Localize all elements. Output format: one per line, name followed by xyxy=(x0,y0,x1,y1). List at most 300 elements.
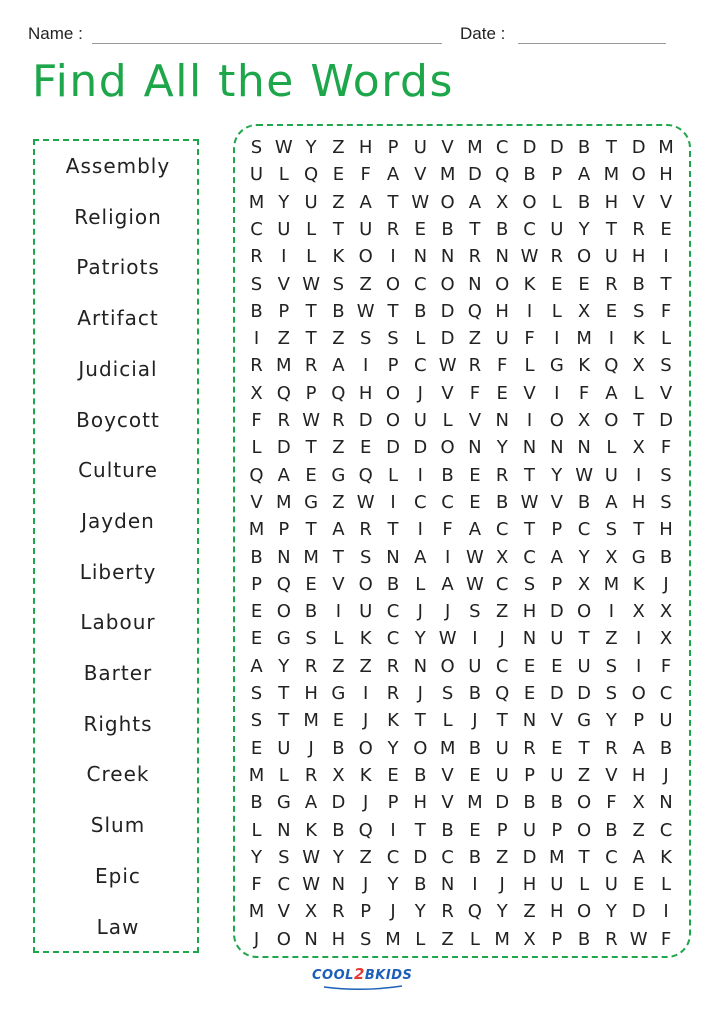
grid-letter[interactable]: O xyxy=(549,410,564,431)
grid-letter[interactable]: Q xyxy=(249,464,264,486)
grid-letter[interactable]: D xyxy=(413,846,428,868)
grid-letter[interactable]: O xyxy=(577,246,592,268)
grid-letter[interactable]: W xyxy=(438,628,457,650)
grid-letter[interactable]: L xyxy=(660,328,672,350)
grid-letter[interactable]: O xyxy=(604,410,619,431)
grid-letter[interactable]: U xyxy=(359,601,373,623)
grid-letter[interactable]: Q xyxy=(331,382,346,404)
grid-letter[interactable]: Q xyxy=(604,355,619,377)
grid-letter[interactable]: S xyxy=(605,519,618,541)
grid-letter[interactable]: P xyxy=(251,573,262,595)
grid-letter[interactable]: V xyxy=(659,191,673,213)
grid-letter[interactable]: D xyxy=(659,410,673,431)
grid-letter[interactable]: F xyxy=(660,300,672,322)
grid-letter[interactable]: T xyxy=(332,546,344,568)
grid-letter[interactable]: S xyxy=(660,491,672,513)
grid-letter[interactable]: T xyxy=(524,519,535,541)
grid-letter[interactable]: F xyxy=(251,410,262,431)
grid-letter[interactable]: F xyxy=(660,928,672,950)
grid-letter[interactable]: M xyxy=(248,901,265,923)
grid-letter[interactable]: M xyxy=(603,573,620,595)
grid-letter[interactable]: P xyxy=(278,300,290,322)
grid-letter[interactable]: H xyxy=(631,491,646,513)
grid-letter[interactable]: N xyxy=(468,437,482,459)
grid-letter[interactable]: H xyxy=(604,191,619,213)
grid-letter[interactable]: P xyxy=(551,928,563,950)
grid-letter[interactable]: E xyxy=(360,437,372,459)
grid-letter[interactable]: S xyxy=(387,328,399,350)
grid-letter[interactable]: Q xyxy=(467,901,482,923)
grid-letter[interactable]: I xyxy=(526,300,533,322)
grid-letter[interactable]: M xyxy=(467,792,483,814)
grid-letter[interactable]: J xyxy=(417,382,423,404)
grid-letter[interactable]: D xyxy=(549,137,564,158)
grid-letter[interactable]: O xyxy=(358,246,373,268)
grid-letter[interactable]: F xyxy=(360,164,371,186)
grid-letter[interactable]: B xyxy=(250,546,263,568)
grid-letter[interactable]: C xyxy=(495,573,509,595)
grid-letter[interactable]: D xyxy=(577,683,592,704)
grid-letter[interactable]: Y xyxy=(578,218,590,240)
grid-letter[interactable]: J xyxy=(417,683,423,704)
grid-letter[interactable]: T xyxy=(387,519,399,541)
grid-letter[interactable]: H xyxy=(331,928,346,950)
grid-letter[interactable]: X xyxy=(523,928,536,950)
grid-letter[interactable]: K xyxy=(332,246,345,268)
grid-letter[interactable]: N xyxy=(413,246,428,268)
grid-letter[interactable]: M xyxy=(276,355,292,377)
grid-letter[interactable]: O xyxy=(413,737,428,759)
grid-letter[interactable]: D xyxy=(413,437,428,459)
grid-letter[interactable]: S xyxy=(250,137,263,158)
grid-letter[interactable]: T xyxy=(496,710,508,732)
grid-letter[interactable]: J xyxy=(663,764,669,786)
grid-letter[interactable]: W xyxy=(520,491,539,513)
grid-letter[interactable]: Z xyxy=(332,655,345,677)
grid-letter[interactable]: J xyxy=(363,874,369,896)
grid-letter[interactable]: S xyxy=(332,273,345,295)
grid-letter[interactable]: E xyxy=(387,764,399,786)
grid-letter[interactable]: Z xyxy=(441,928,454,950)
grid-letter[interactable]: W xyxy=(411,191,430,213)
grid-letter[interactable]: T xyxy=(605,137,617,158)
grid-letter[interactable]: B xyxy=(577,137,591,158)
grid-letter[interactable]: O xyxy=(276,928,291,950)
grid-letter[interactable]: A xyxy=(304,792,318,814)
grid-letter[interactable]: N xyxy=(522,628,537,650)
grid-letter[interactable]: Q xyxy=(495,683,510,704)
grid-letter[interactable]: E xyxy=(414,218,426,240)
grid-letter[interactable]: Z xyxy=(332,437,345,459)
grid-letter[interactable]: L xyxy=(278,764,289,786)
grid-letter[interactable]: S xyxy=(250,710,263,732)
grid-letter[interactable]: Y xyxy=(414,628,426,650)
date-line[interactable] xyxy=(518,43,666,44)
grid-letter[interactable]: I xyxy=(472,628,478,650)
grid-letter[interactable]: S xyxy=(441,683,454,704)
grid-letter[interactable]: K xyxy=(632,328,645,350)
grid-letter[interactable]: W xyxy=(302,846,320,868)
grid-letter[interactable]: R xyxy=(304,355,318,377)
grid-letter[interactable]: V xyxy=(414,164,427,186)
grid-letter[interactable]: I xyxy=(390,491,396,513)
grid-letter[interactable]: Y xyxy=(278,655,290,677)
grid-letter[interactable]: F xyxy=(524,328,535,350)
grid-letter[interactable]: E xyxy=(578,273,590,295)
grid-letter[interactable]: E xyxy=(551,273,563,295)
grid-letter[interactable]: B xyxy=(577,191,591,213)
grid-letter[interactable]: U xyxy=(495,764,509,786)
grid-letter[interactable]: V xyxy=(632,191,645,213)
grid-letter[interactable]: X xyxy=(632,601,645,623)
grid-letter[interactable]: S xyxy=(250,683,263,704)
grid-letter[interactable]: N xyxy=(577,437,591,459)
grid-letter[interactable]: B xyxy=(523,792,536,814)
grid-letter[interactable]: T xyxy=(305,437,317,459)
grid-letter[interactable]: C xyxy=(250,218,263,240)
grid-letter[interactable]: Z xyxy=(332,491,345,513)
grid-letter[interactable]: Y xyxy=(251,846,262,868)
grid-letter[interactable]: A xyxy=(386,164,400,186)
grid-letter[interactable]: A xyxy=(277,464,290,486)
grid-letter[interactable]: V xyxy=(441,792,454,814)
grid-letter[interactable]: M xyxy=(303,710,319,732)
grid-letter[interactable]: K xyxy=(359,628,372,650)
grid-letter[interactable]: V xyxy=(468,410,482,431)
grid-letter[interactable]: E xyxy=(633,874,645,896)
grid-letter[interactable]: A xyxy=(550,546,563,568)
grid-letter[interactable]: V xyxy=(605,764,618,786)
grid-letter[interactable]: O xyxy=(440,437,455,459)
grid-letter[interactable]: C xyxy=(577,519,591,541)
grid-letter[interactable]: U xyxy=(359,218,373,240)
grid-letter[interactable]: X xyxy=(632,437,645,459)
grid-letter[interactable]: B xyxy=(332,737,345,759)
name-line[interactable] xyxy=(92,43,442,44)
grid-letter[interactable]: L xyxy=(387,464,399,486)
grid-letter[interactable]: M xyxy=(303,546,319,568)
grid-letter[interactable]: X xyxy=(632,355,645,377)
grid-letter[interactable]: C xyxy=(386,601,400,623)
grid-letter[interactable]: L xyxy=(469,928,480,950)
grid-letter[interactable]: S xyxy=(469,601,481,623)
grid-letter[interactable]: Z xyxy=(359,273,372,295)
grid-letter[interactable]: L xyxy=(551,191,562,213)
grid-letter[interactable]: P xyxy=(633,710,645,732)
grid-letter[interactable]: I xyxy=(636,655,642,677)
grid-letter[interactable]: P xyxy=(496,819,508,841)
grid-letter[interactable]: C xyxy=(659,819,673,841)
grid-letter[interactable]: L xyxy=(415,928,426,950)
grid-letter[interactable]: V xyxy=(277,273,290,295)
grid-letter[interactable]: P xyxy=(305,382,317,404)
grid-letter[interactable]: I xyxy=(554,328,560,350)
grid-letter[interactable]: G xyxy=(304,491,319,513)
grid-letter[interactable]: U xyxy=(495,737,509,759)
grid-letter[interactable]: K xyxy=(660,846,672,868)
grid-letter[interactable]: B xyxy=(414,764,427,786)
grid-letter[interactable]: U xyxy=(277,218,291,240)
grid-letter[interactable]: B xyxy=(386,573,400,595)
grid-letter[interactable]: L xyxy=(579,874,590,896)
grid-letter[interactable]: O xyxy=(385,410,401,431)
grid-letter[interactable]: N xyxy=(277,546,291,568)
grid-letter[interactable]: P xyxy=(551,519,563,541)
grid-letter[interactable]: O xyxy=(631,683,646,704)
grid-letter[interactable]: R xyxy=(304,764,318,786)
grid-letter[interactable]: V xyxy=(250,491,263,513)
grid-letter[interactable]: I xyxy=(608,328,615,350)
grid-letter[interactable]: M xyxy=(603,164,620,186)
grid-letter[interactable]: T xyxy=(469,218,481,240)
grid-letter[interactable]: N xyxy=(522,437,537,459)
grid-letter[interactable]: V xyxy=(550,710,563,732)
grid-letter[interactable]: D xyxy=(440,300,455,322)
grid-letter[interactable]: B xyxy=(468,683,482,704)
grid-letter[interactable]: X xyxy=(577,300,591,322)
grid-letter[interactable]: U xyxy=(550,874,564,896)
grid-letter[interactable]: A xyxy=(332,519,345,541)
grid-letter[interactable]: S xyxy=(305,628,317,650)
grid-letter[interactable]: V xyxy=(441,137,454,158)
grid-letter[interactable]: C xyxy=(414,273,427,295)
grid-letter[interactable]: A xyxy=(414,546,427,568)
grid-letter[interactable]: E xyxy=(469,819,481,841)
grid-letter[interactable]: B xyxy=(468,846,482,868)
grid-letter[interactable]: Z xyxy=(577,764,591,786)
grid-letter[interactable]: E xyxy=(332,164,345,186)
grid-letter[interactable]: B xyxy=(250,792,263,814)
grid-letter[interactable]: B xyxy=(441,464,454,486)
grid-letter[interactable]: T xyxy=(414,819,426,841)
grid-letter[interactable]: G xyxy=(331,464,346,486)
grid-letter[interactable]: O xyxy=(577,601,592,623)
grid-letter[interactable]: N xyxy=(495,410,509,431)
grid-letter[interactable]: O xyxy=(522,191,537,213)
grid-letter[interactable]: U xyxy=(604,464,618,486)
grid-letter[interactable]: M xyxy=(439,164,456,186)
grid-letter[interactable]: A xyxy=(468,519,482,541)
grid-letter[interactable]: I xyxy=(390,819,396,841)
grid-letter[interactable]: B xyxy=(523,164,536,186)
grid-letter[interactable]: D xyxy=(631,901,646,923)
grid-letter[interactable]: Z xyxy=(332,137,345,158)
grid-letter[interactable]: Y xyxy=(551,464,563,486)
grid-letter[interactable]: M xyxy=(248,519,265,541)
grid-letter[interactable]: R xyxy=(304,655,318,677)
grid-letter[interactable]: B xyxy=(632,273,645,295)
grid-letter[interactable]: I xyxy=(335,601,342,623)
grid-letter[interactable]: T xyxy=(633,410,645,431)
grid-letter[interactable]: T xyxy=(305,300,317,322)
grid-letter[interactable]: D xyxy=(276,437,291,459)
grid-letter[interactable]: R xyxy=(250,355,263,377)
grid-letter[interactable]: C xyxy=(441,846,454,868)
grid-letter[interactable]: H xyxy=(659,519,673,541)
grid-letter[interactable]: P xyxy=(387,137,399,158)
grid-letter[interactable]: B xyxy=(659,546,673,568)
grid-letter[interactable]: T xyxy=(387,191,399,213)
grid-letter[interactable]: S xyxy=(359,328,372,350)
grid-letter[interactable]: R xyxy=(605,737,618,759)
grid-letter[interactable]: N xyxy=(468,273,482,295)
grid-letter[interactable]: P xyxy=(551,819,563,841)
grid-letter[interactable]: S xyxy=(359,928,372,950)
grid-letter[interactable]: C xyxy=(605,846,618,868)
grid-letter[interactable]: V xyxy=(332,573,345,595)
grid-letter[interactable]: V xyxy=(441,382,454,404)
grid-letter[interactable]: L xyxy=(333,628,344,650)
grid-letter[interactable]: R xyxy=(250,246,263,268)
grid-letter[interactable]: M xyxy=(658,137,674,158)
grid-letter[interactable]: C xyxy=(523,546,536,568)
grid-letter[interactable]: U xyxy=(249,164,264,186)
grid-letter[interactable]: M xyxy=(276,491,292,513)
grid-letter[interactable]: A xyxy=(359,191,372,213)
grid-letter[interactable]: U xyxy=(413,410,427,431)
grid-letter[interactable]: Y xyxy=(496,901,508,923)
grid-letter[interactable]: G xyxy=(631,546,646,568)
grid-letter[interactable]: Y xyxy=(278,191,290,213)
grid-letter[interactable]: X xyxy=(496,191,509,213)
grid-letter[interactable]: M xyxy=(549,846,565,868)
grid-letter[interactable]: R xyxy=(550,246,564,268)
grid-letter[interactable]: R xyxy=(605,273,618,295)
grid-letter[interactable]: D xyxy=(386,437,400,459)
grid-letter[interactable]: H xyxy=(495,300,509,322)
grid-letter[interactable]: I xyxy=(363,683,369,704)
grid-letter[interactable]: I xyxy=(417,464,423,486)
grid-letter[interactable]: J xyxy=(444,601,451,623)
grid-letter[interactable]: R xyxy=(495,464,509,486)
grid-letter[interactable]: U xyxy=(550,764,564,786)
grid-letter[interactable]: R xyxy=(441,901,454,923)
grid-letter[interactable]: D xyxy=(495,792,510,814)
grid-letter[interactable]: L xyxy=(306,246,317,268)
grid-letter[interactable]: W xyxy=(465,546,484,568)
grid-letter[interactable]: D xyxy=(440,328,455,350)
grid-letter[interactable]: P xyxy=(551,573,563,595)
grid-letter[interactable]: Y xyxy=(414,901,426,923)
grid-letter[interactable]: B xyxy=(468,737,482,759)
grid-letter[interactable]: S xyxy=(359,546,372,568)
grid-letter[interactable]: C xyxy=(277,874,291,896)
grid-letter[interactable]: N xyxy=(440,246,455,268)
grid-letter[interactable]: Z xyxy=(523,901,536,923)
grid-letter[interactable]: U xyxy=(550,628,564,650)
grid-letter[interactable]: Y xyxy=(305,137,317,158)
grid-letter[interactable]: K xyxy=(305,819,317,841)
grid-letter[interactable]: J xyxy=(499,874,505,896)
grid-letter[interactable]: G xyxy=(276,628,291,650)
grid-letter[interactable]: I xyxy=(417,519,423,541)
grid-letter[interactable]: E xyxy=(305,573,317,595)
grid-letter[interactable]: Z xyxy=(359,846,372,868)
grid-letter[interactable]: D xyxy=(331,792,346,814)
grid-letter[interactable]: K xyxy=(523,273,536,295)
grid-letter[interactable]: L xyxy=(442,410,453,431)
grid-letter[interactable]: F xyxy=(497,355,508,377)
grid-letter[interactable]: T xyxy=(414,710,426,732)
grid-letter[interactable]: W xyxy=(465,573,484,595)
grid-letter[interactable]: A xyxy=(250,655,263,677)
grid-letter[interactable]: S xyxy=(660,355,672,377)
grid-letter[interactable]: H xyxy=(358,137,373,158)
grid-letter[interactable]: G xyxy=(276,792,291,814)
grid-letter[interactable]: R xyxy=(332,901,345,923)
grid-letter[interactable]: X xyxy=(304,901,318,923)
grid-letter[interactable]: F xyxy=(251,874,262,896)
grid-letter[interactable]: A xyxy=(441,573,454,595)
grid-letter[interactable]: W xyxy=(438,355,457,377)
grid-letter[interactable]: T xyxy=(578,846,590,868)
grid-letter[interactable]: Y xyxy=(605,901,617,923)
grid-letter[interactable]: E xyxy=(332,710,345,732)
grid-letter[interactable]: O xyxy=(577,819,592,841)
grid-letter[interactable]: X xyxy=(659,628,673,650)
grid-letter[interactable]: E xyxy=(496,382,508,404)
grid-letter[interactable]: E xyxy=(605,300,618,322)
grid-letter[interactable]: M xyxy=(385,928,401,950)
grid-letter[interactable]: B xyxy=(496,218,509,240)
grid-letter[interactable]: I xyxy=(636,628,642,650)
grid-letter[interactable]: U xyxy=(577,655,591,677)
grid-letter[interactable]: Y xyxy=(496,437,508,459)
grid-letter[interactable]: O xyxy=(358,573,373,595)
grid-letter[interactable]: H xyxy=(522,601,537,623)
grid-letter[interactable]: U xyxy=(604,874,618,896)
grid-letter[interactable]: T xyxy=(387,300,399,322)
grid-letter[interactable]: U xyxy=(659,710,673,732)
grid-letter[interactable]: B xyxy=(577,491,591,513)
grid-letter[interactable]: L xyxy=(251,819,262,841)
grid-letter[interactable]: V xyxy=(659,382,673,404)
grid-letter[interactable]: I xyxy=(472,874,478,896)
grid-letter[interactable]: J xyxy=(499,628,505,650)
grid-letter[interactable]: I xyxy=(444,546,451,568)
grid-letter[interactable]: C xyxy=(414,355,427,377)
grid-letter[interactable]: U xyxy=(413,137,427,158)
grid-letter[interactable]: O xyxy=(631,164,646,186)
grid-letter[interactable]: Y xyxy=(387,874,399,896)
grid-letter[interactable]: S xyxy=(523,573,536,595)
grid-letter[interactable]: P xyxy=(551,164,563,186)
grid-letter[interactable]: K xyxy=(387,710,399,732)
grid-letter[interactable]: B xyxy=(250,300,263,322)
grid-letter[interactable]: F xyxy=(660,437,672,459)
grid-letter[interactable]: N xyxy=(386,546,400,568)
grid-letter[interactable]: Q xyxy=(467,300,482,322)
grid-letter[interactable]: R xyxy=(277,410,291,431)
grid-letter[interactable]: N xyxy=(304,928,318,950)
grid-letter[interactable]: V xyxy=(441,764,454,786)
grid-letter[interactable]: U xyxy=(604,246,618,268)
grid-letter[interactable]: E xyxy=(551,655,563,677)
grid-letter[interactable]: V xyxy=(550,491,563,513)
grid-letter[interactable]: W xyxy=(302,410,320,431)
grid-letter[interactable]: U xyxy=(277,737,291,759)
grid-letter[interactable]: W xyxy=(520,246,539,268)
grid-letter[interactable]: C xyxy=(523,218,536,240)
grid-letter[interactable]: R xyxy=(386,655,400,677)
grid-letter[interactable]: Z xyxy=(359,655,372,677)
grid-letter[interactable]: E xyxy=(469,764,481,786)
grid-letter[interactable]: T xyxy=(524,464,535,486)
grid-letter[interactable]: F xyxy=(660,655,672,677)
grid-letter[interactable]: F xyxy=(469,382,481,404)
grid-letter[interactable]: N xyxy=(659,792,673,814)
grid-letter[interactable]: L xyxy=(633,382,644,404)
